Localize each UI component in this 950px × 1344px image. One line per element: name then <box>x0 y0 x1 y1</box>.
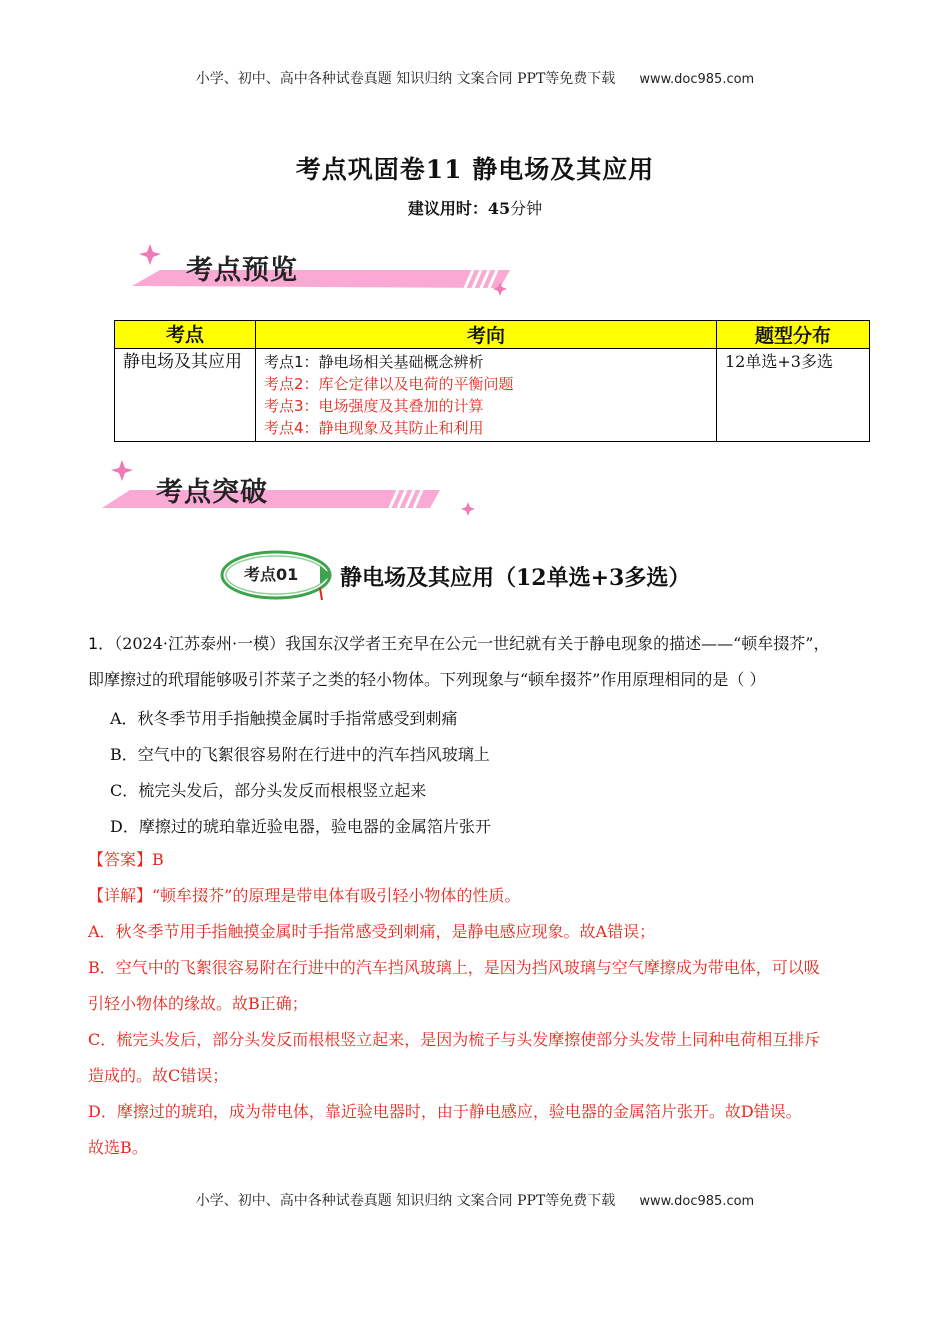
question-line2: 即摩擦过的玳瑁能够吸引芥菜子之类的轻小物体。下列现象与“顿牟掇芥”作用原理相同的是（ ） <box>88 670 766 689</box>
section-title: 静电场及其应用（12单选+3多选） <box>340 565 691 591</box>
answer-explain-c2: 造成的。故C错误； <box>88 1066 229 1085</box>
answer-explain-b2: 引轻小物体的缘故。故B正确； <box>88 994 308 1013</box>
suggested-time <box>0 196 950 219</box>
footer-text: 小学、初中、高中各种试卷真题 知识归纳 文案合同 PPT等免费下载 <box>195 1193 616 1209</box>
header-site[interactable]: www.doc985.com <box>639 72 755 87</box>
page-footer <box>0 1190 950 1210</box>
table-header-topic: 考点 <box>115 321 256 349</box>
page-header <box>0 68 950 88</box>
option-c: C．梳完头发后，部分头发反而根根竖立起来 <box>110 781 427 800</box>
question-text <box>88 626 878 662</box>
option-b: B．空气中的飞絮很容易附在行进中的汽车挡风玻璃上 <box>110 745 490 764</box>
section-badge-text: 考点01 <box>244 565 299 584</box>
table-cell-topic: 静电场及其应用 <box>115 349 256 442</box>
suggested-time-unit: 分钟 <box>510 199 543 218</box>
direction-item: 考点4：静电现象及其防止和利用 <box>264 419 484 437</box>
direction-item: 考点1：静电场相关基础概念辨析 <box>264 353 484 371</box>
banner-overview <box>100 236 520 306</box>
overview-table <box>114 320 870 442</box>
table-header-direction: 考向 <box>256 321 717 349</box>
table-row <box>115 349 870 442</box>
answer-label: 【答案】B <box>88 850 164 869</box>
header-text: 小学、初中、高中各种试卷真题 知识归纳 文案合同 PPT等免费下载 <box>195 71 616 87</box>
question-source: （2024·江苏泰州·一模） <box>114 634 286 653</box>
banner-breakthrough-text: 考点突破 <box>156 477 268 508</box>
suggested-time-label: 建议用时：45 <box>407 199 511 218</box>
footer-site[interactable]: www.doc985.com <box>639 1194 755 1209</box>
section-badge <box>220 548 338 602</box>
answer-explain-b1: B．空气中的飞絮很容易附在行进中的汽车挡风玻璃上，是因为挡风玻璃与空气摩擦成为带电体，可以吸 <box>88 958 820 977</box>
page-title: 考点巩固卷11 静电场及其应用 <box>295 155 655 184</box>
answer-explain-c1: C．梳完头发后，部分头发反而根根竖立起来，是因为梳子与头发摩擦使部分头发带上同种电荷相互排斥 <box>88 1030 821 1049</box>
answer-explain-d: D．摩擦过的琥珀，成为带电体，靠近验电器时，由于静电感应，验电器的金属箔片张开。故D错误。 <box>88 1102 802 1121</box>
answer-detail: 【详解】“顿牟掇芥”的原理是带电体有吸引轻小物体的性质。 <box>88 886 521 905</box>
answer-explain-a: A．秋冬季节用手指触摸金属时手指常感受到刺痛，是静电感应现象。故A错误； <box>88 922 656 941</box>
question-line1: 我国东汉学者王充早在公元一世纪就有关于静电现象的描述——“顿牟掇芥”， <box>285 634 830 653</box>
table-header-distribution: 题型分布 <box>717 321 870 349</box>
option-d: D．摩擦过的琥珀靠近验电器，验电器的金属箔片张开 <box>110 817 491 836</box>
table-cell-directions <box>256 349 717 442</box>
banner-decoration-icon <box>100 236 520 306</box>
question-number: 1． <box>88 634 115 653</box>
table-header-row <box>115 321 870 349</box>
banner-breakthrough <box>100 456 520 526</box>
direction-item: 考点3：电场强度及其叠加的计算 <box>264 397 484 415</box>
table-cell-distribution: 12单选+3多选 <box>717 349 870 442</box>
option-a: A．秋冬季节用手指触摸金属时手指常感受到刺痛 <box>110 709 458 728</box>
direction-item: 考点2：库仑定律以及电荷的平衡问题 <box>264 375 514 393</box>
answer-conclusion: 故选B。 <box>88 1138 148 1157</box>
banner-overview-text: 考点预览 <box>186 255 298 286</box>
